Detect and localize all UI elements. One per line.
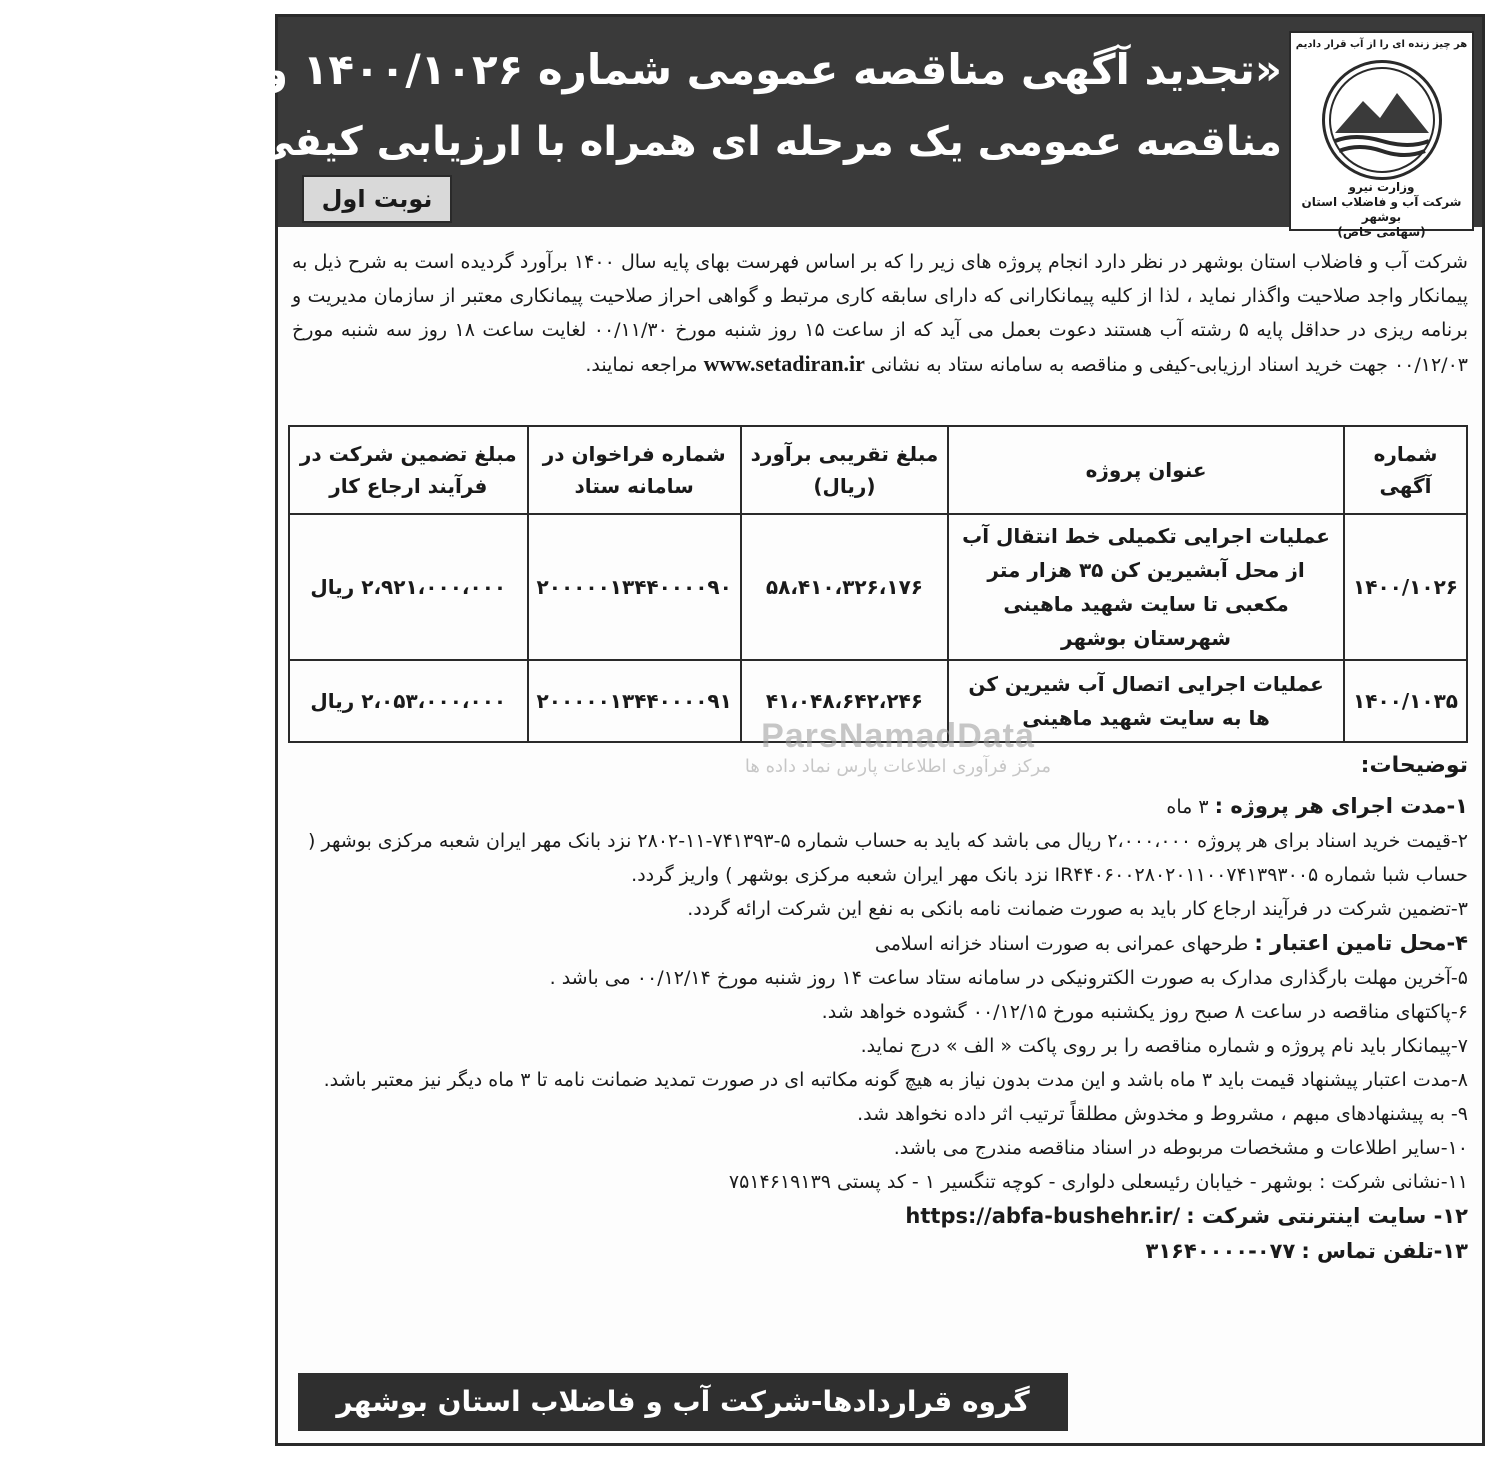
notes-list [292,789,1468,1269]
water-mountain-logo-icon [1322,60,1442,180]
note-item [292,824,1468,892]
note-item [292,1029,1468,1063]
company-logo [1289,31,1474,239]
note-item [292,1097,1468,1131]
row-number: ۱۴۰۰/۱۰۳۵ [1344,660,1467,742]
row-estimate: ۵۸،۴۱۰،۳۲۶،۱۷۶ [741,514,948,660]
row-title: عملیات اجرایی اتصال آب شیرین کن ها به سایت شهید ماهینی [948,660,1344,742]
note-text: ۳-تضمین شرکت در فرآیند ارجاع کار باید به صورت ضمانت نامه بانکی به نفع این شرکت ارائه گردد. [687,898,1468,920]
setad-url-link[interactable]: www.setadiran.ir [703,351,865,376]
note-text: ۱۱-نشانی شرکت : بوشهر - خیابان رئیسعلی دلواری - کوچه تنگسیر ۱ - کد پستی ۷۵۱۴۶۱۹۱۳۹ [728,1171,1468,1193]
note-text: ۹- به پیشنهادهای مبهم ، مشروط و مخدوش مطلقاً ترتیب اثر داده نخواهد شد. [857,1103,1468,1125]
note-item [292,1131,1468,1165]
note-item [292,789,1468,824]
note-item [292,892,1468,926]
watermark-brand: ParsNamadData [761,717,1035,755]
row-estimate: ۴۱،۰۴۸،۶۴۲،۲۴۶ [741,660,948,742]
footer-band: گروه قراردادها-شرکت آب و فاضلاب استان بوشهر [298,1373,1068,1431]
note-text: طرحهای عمرانی به صورت اسناد خزانه اسلامی [874,933,1249,955]
note-item [292,961,1468,995]
row-guarantee: ۲،۰۵۳،۰۰۰،۰۰۰ ریال [289,660,528,742]
note-text: ۳ ماه [1166,796,1209,818]
table-header-row [289,426,1467,514]
logo-motto: هر چیز زنده ای را از آب قرار دادیم [1295,39,1468,50]
note-text: ۶-پاکتهای مناقصه در ساعت ۸ صبح روز یکشنبه مورخ ۰۰/۱۲/۱۵ گشوده خواهد شد. [821,1001,1468,1023]
table-row [289,660,1467,742]
header-number: شماره آگهی [1344,426,1467,514]
notes-title: توضیحات: [1360,753,1468,778]
logo-company: شرکت آب و فاضلاب استان بوشهر [1301,195,1462,224]
phone-number: ۰۷۷-۳۱۶۴۰۰۰۰ [1145,1239,1296,1263]
note-item [292,1199,1468,1234]
header-estimate: مبلغ تقریبی برآورد (ریال) [741,426,948,514]
note-item [292,926,1468,961]
company-website-link[interactable]: https://abfa-bushehr.ir/ [905,1204,1181,1228]
row-guarantee: ۲،۹۲۱،۰۰۰،۰۰۰ ریال [289,514,528,660]
note-text: ۲-قیمت خرید اسناد برای هر پروژه ۲،۰۰۰،۰۰۰ ریال می باشد که باید به حساب شماره ۵-۷۴۱۳۹۳-۱۱-۲۸۰۲ نزد بانک مهر ایران شعبه مرکزی بوشهر ( حساب شبا شماره IR۴۴۰۶۰۰۲۸۰۲۰۱۱۰۰۷۴۱۳۹۳۰۰۵ نزد بانک مهر ایران شعبه مرکزی بوشهر ) واریز گردد. [308,830,1468,886]
note-text: ۸-مدت اعتبار پیشنهاد قیمت باید ۳ ماه باشد و این مدت بدون نیاز به هیچ گونه مکاتبه ای در صورت تمدید ضمانت نامه تا ۳ ماه دیگر نیز معتبر باشد. [323,1069,1468,1091]
note-text: ۵-آخرین مهلت بارگذاری مدارک به صورت الکترونیکی در سامانه ستاد ساعت ۱۴ روز شنبه مورخ ۰۰/۱۲/۱۴ می باشد . [549,967,1468,989]
header-title: عنوان پروژه [948,426,1344,514]
projects-table [288,425,1468,743]
note-lead: ۱۳-تلفن تماس : [1301,1239,1468,1263]
row-call-number: ۲۰۰۰۰۰۱۳۴۴۰۰۰۰۹۰ [528,514,741,660]
note-item [292,1063,1468,1097]
round-badge: نوبت اول [302,175,452,223]
intro-paragraph [292,245,1468,382]
header-call-number: شماره فراخوان در سامانه ستاد [528,426,741,514]
watermark-subtitle: مرکز فرآوری اطلاعات پارس نماد داده ها [744,756,1052,777]
note-lead: ۱۲- سایت اینترنتی شرکت : [1186,1204,1468,1228]
note-item [292,1234,1468,1269]
note-item [292,995,1468,1029]
notice-title-line1: «تجدید آگهی مناقصه عمومی شماره ۱۴۰۰/۱۰۲۶ و ۱۴۰۰/۱۰۳۵» [0,45,1282,94]
notice-title-line2: مناقصه عمومی یک مرحله ای همراه با ارزیابی کیفی ( فشرده ) [39,119,1282,165]
intro-text: شرکت آب و فاضلاب استان بوشهر در نظر دارد انجام پروژه های زیر را که بر اساس فهرست بهای پایه سال ۱۴۰۰ برآورد گردیده است به شرح ذیل به پیمانکار واجد صلاحیت واگذار نماید ، لذا از کلیه پیمانکارانی که دارای سابقه کاری مرتبط و گواهی احراز صلاحیت پیمانکاری معتبر از سازمان مدیریت و برنامه ریزی در حداقل پایه ۵ رشته آب هستند دعوت بعمل می آید که از ساعت ۱۵ روز شنبه مورخ ۰۰/۱۱/۳۰ لغایت ساعت ۱۸ روز سه شنبه مورخ ۰۰/۱۲/۰۳ جهت خرید اسناد ارزیابی-کیفی و مناقصه به سامانه ستاد به نشانی [292,251,1468,376]
row-call-number: ۲۰۰۰۰۰۱۳۴۴۰۰۰۰۹۱ [528,660,741,742]
logo-company-type: (سهامی خاص) [1337,225,1426,239]
note-text: ۷-پیمانکار باید نام پروژه و شماره مناقصه را بر روی پاکت « الف » درج نماید. [860,1035,1468,1057]
note-lead: ۴-محل تامین اعتبار : [1254,931,1468,955]
row-title: عملیات اجرایی تکمیلی خط انتقال آب از محل آبشیرین کن ۳۵ هزار متر مکعبی تا سایت شهید ماهینی شهرستان بوشهر [948,514,1344,660]
row-number: ۱۴۰۰/۱۰۲۶ [1344,514,1467,660]
note-item [292,1165,1468,1199]
note-lead: ۱-مدت اجرای هر پروژه : [1214,794,1468,818]
note-text: ۱۰-سایر اطلاعات و مشخصات مربوطه در اسناد مناقصه مندرج می باشد. [893,1137,1468,1159]
intro-text-end: مراجعه نمایند. [585,354,698,376]
logo-ministry: وزارت نیرو [1348,180,1415,194]
tender-notice-page [0,14,1485,1446]
table-row [289,514,1467,660]
header-guarantee: مبلغ تضمین شرکت در فرآیند ارجاع کار [289,426,528,514]
